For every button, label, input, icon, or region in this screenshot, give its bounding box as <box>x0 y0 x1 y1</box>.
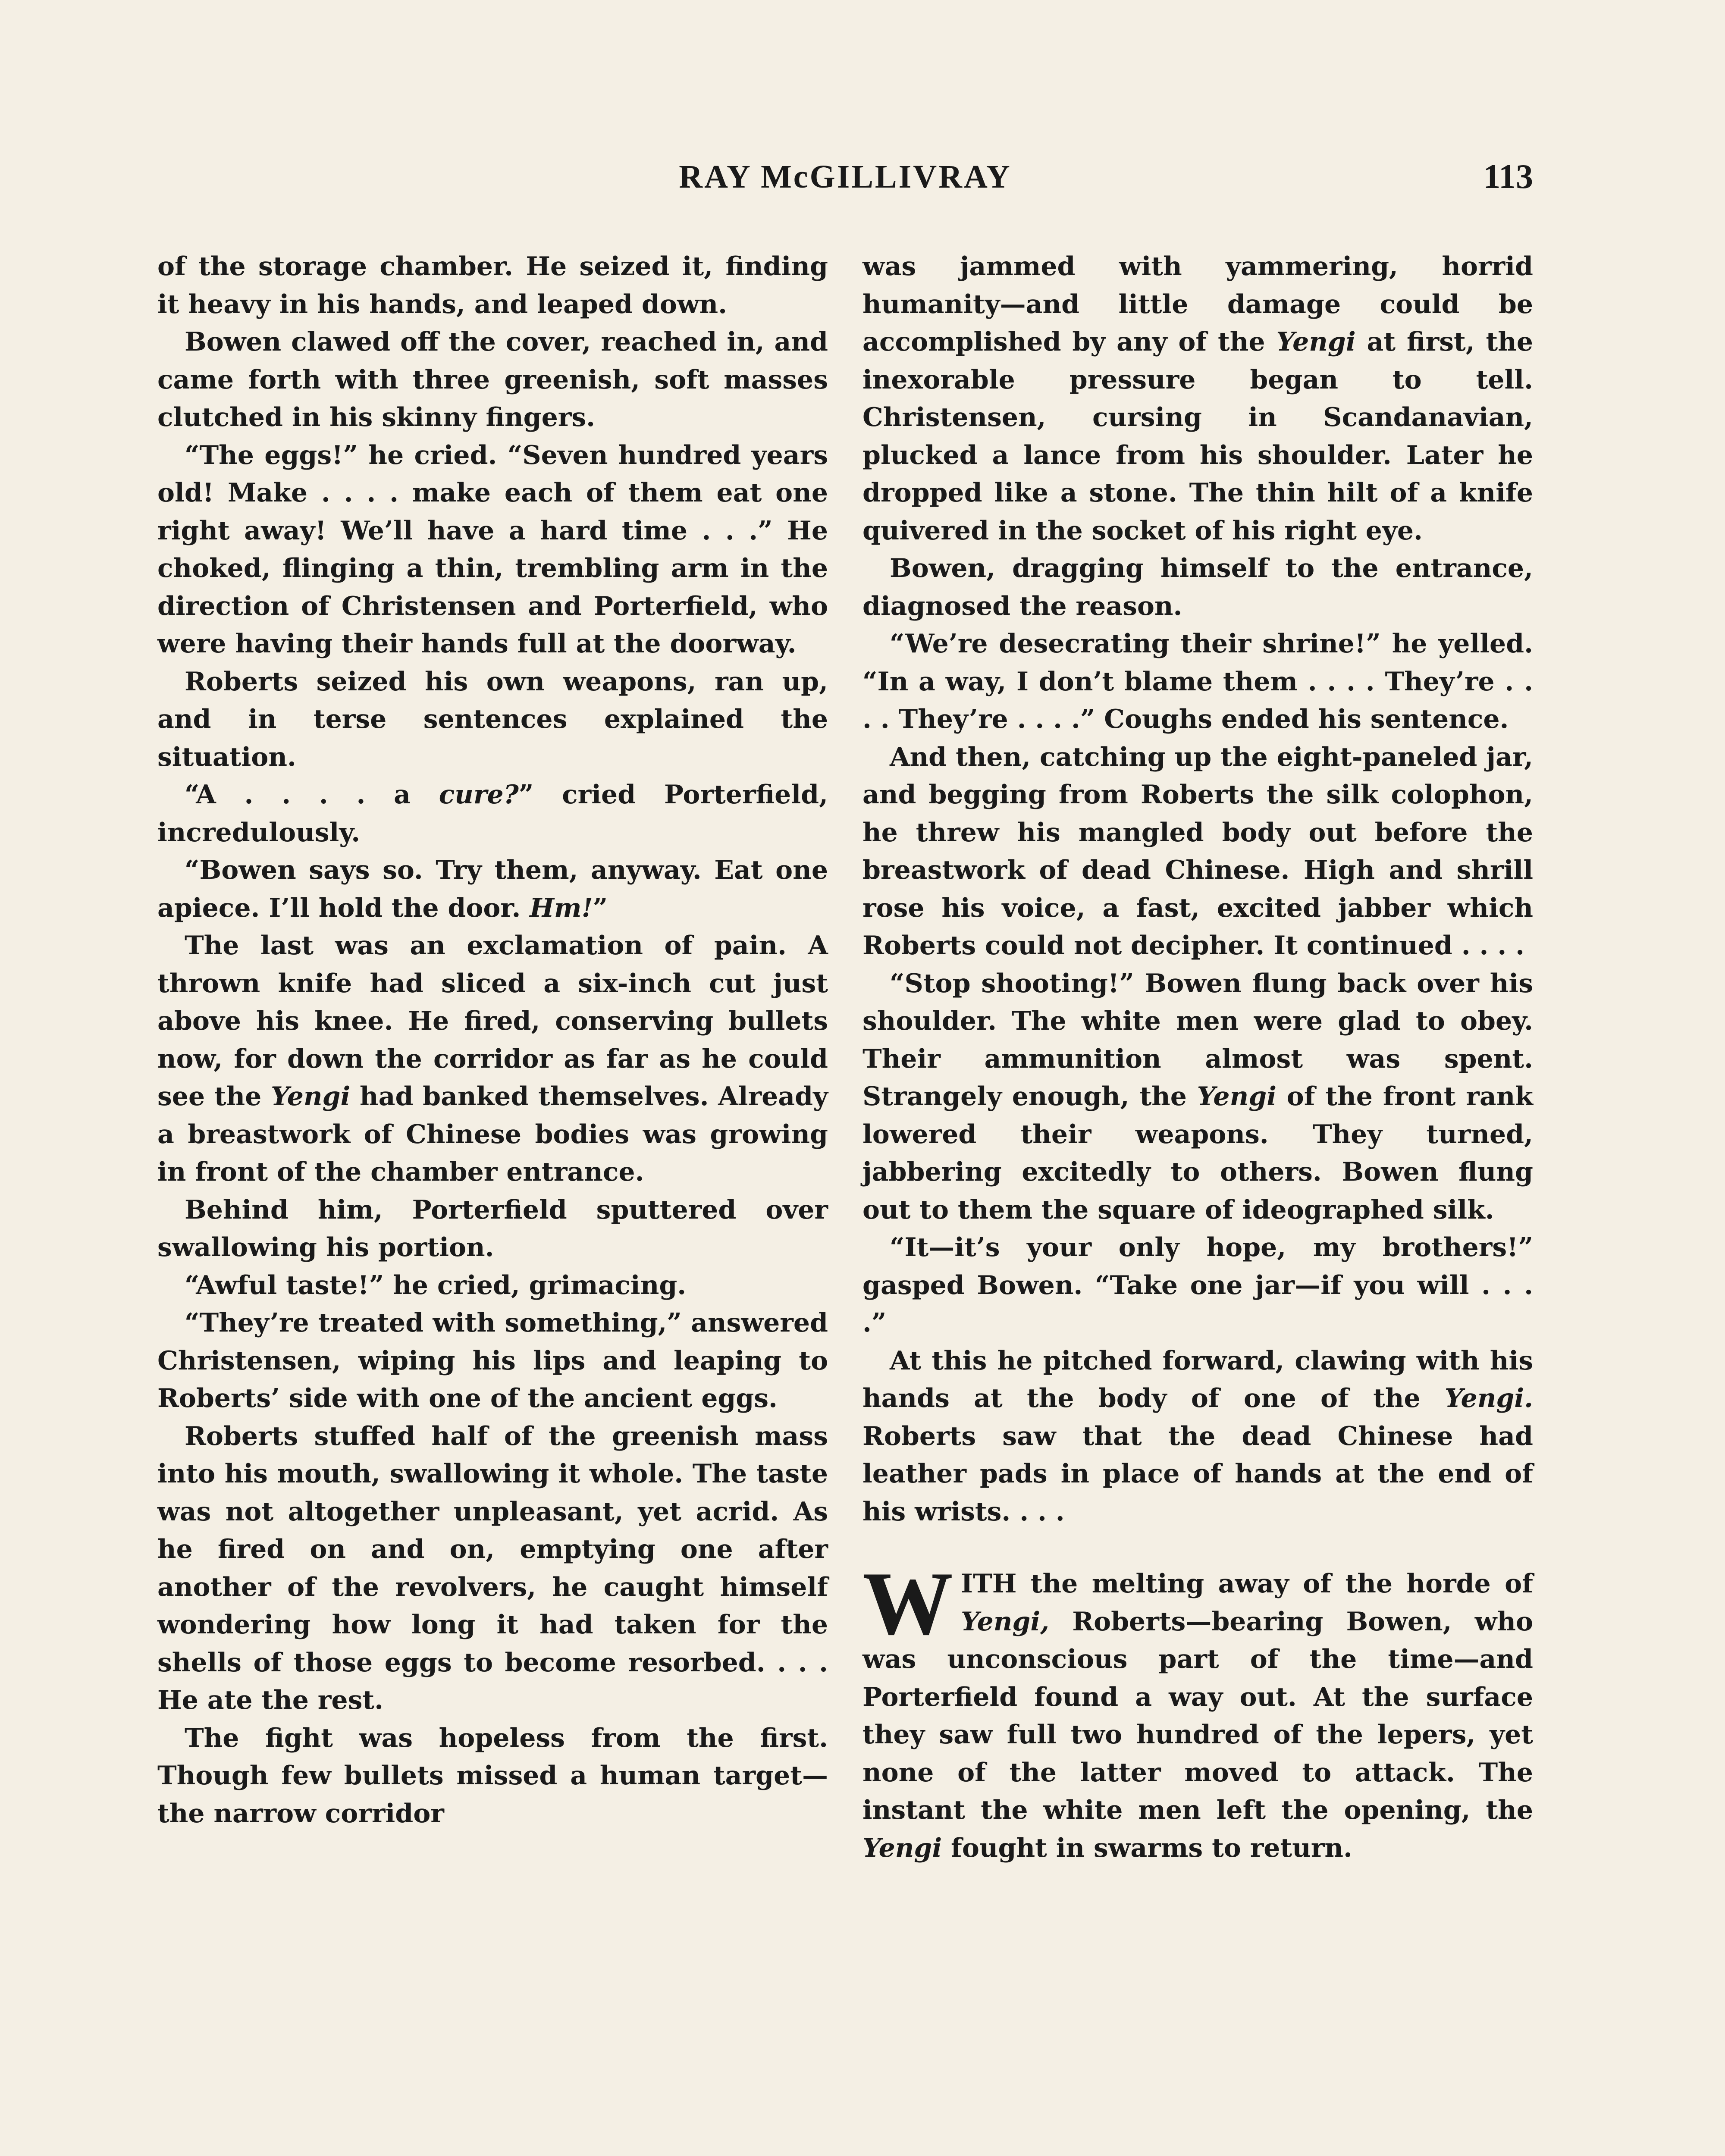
page-header <box>157 153 1533 201</box>
paragraph: At this he pitched forward, clawing with his hands at the body of one of the Yengi. Roberts saw that the dead Chinese had leather pads in place of hands at the end of his wrists. . . . <box>862 1345 1533 1527</box>
paragraph: of the storage chamber. He seized it, finding it heavy in his hands, and leaped down. <box>157 251 828 320</box>
paragraph: “The eggs!” he cried. “Seven hundred years old! Make . . . . make each of them eat one right away! We’ll have a hard time . . .” He choked, flinging a thin, trembling arm in the direction of Christensen and Porterfield, who were having their hands full at the doorway. <box>157 440 828 659</box>
section-paragraph: WITH the melting away of the horde of Yengi, Roberts—bearing Bowen, who was unconscious part of the time—and Porterfield found a way out. At the surface they saw full two hundred of the lepers, yet none of the latter moved to attack. The instant the white men left the opening, the Yengi fought in swarms to return. <box>862 1554 1533 1863</box>
drop-cap: W <box>862 1554 953 1654</box>
paragraph: “Bowen says so. Try them, anyway. Eat one apiece. I’ll hold the door. Hm!” <box>157 855 828 923</box>
paragraph: “They’re treated with something,” answered Christensen, wiping his lips and leaping to Roberts’ side with one of the ancient eggs. <box>157 1308 828 1413</box>
paragraph: Behind him, Porterfield sputtered over swallowing his portion. <box>157 1194 828 1263</box>
paragraph: “A . . . . a cure?” cried Porterfield, incredulously. <box>157 780 828 848</box>
italic-text: Yengi <box>271 1081 351 1112</box>
page-number: 113 <box>1483 158 1533 196</box>
italic-text: Yengi, <box>961 1606 1050 1637</box>
italic-text: Hm! <box>530 893 593 923</box>
italic-text: Yengi. <box>1444 1383 1533 1413</box>
paragraph: Roberts seized his own weapons, ran up, and in terse sentences explained the situation. <box>157 666 828 772</box>
italic-text: Yengi <box>1197 1081 1276 1112</box>
paragraph: Bowen, dragging himself to the entrance, diagnosed the reason. <box>862 553 1533 621</box>
paragraph: “We’re desecrating their shrine!” he yelled. “In a way, I don’t blame them . . . . They’re . . . . They’re . . . .” Coughs ended his sentence. <box>862 629 1533 734</box>
paragraph: Bowen clawed off the cover, reached in, and came forth with three greenish, soft masses clutched in his skinny fingers. <box>157 327 828 432</box>
italic-text: Yengi <box>1276 327 1356 357</box>
paragraph: And then, catching up the eight-paneled jar, and begging from Roberts the silk colophon, he threw his mangled body out before the breastwork of dead Chinese. High and shrill rose his voice, a fast, excited jabber which Roberts could not decipher. It continued . . . . <box>862 742 1533 961</box>
paragraph: The last was an exclamation of pain. A thrown knife had sliced a six-inch cut just above his knee. He fired, conserving bullets now, for down the corridor as far as he could see the Yengi had banked themselves. Already a breastwork of Chinese bodies was growing in front of the chamber entrance. <box>157 931 828 1187</box>
italic-text: Yengi <box>862 1833 942 1863</box>
paragraph: was jammed with yammering, horrid humanity—and little damage could be accomplished by any of the Yengi at first, the inexorable pressure began to tell. Christensen, cursing in Scandanavian, plucked a lance from his shoulder. Later he dropped like a stone. The thin hilt of a knife quivered in the socket of his right eye. <box>862 251 1533 546</box>
paragraph: Roberts stuffed half of the greenish mass into his mouth, swallowing it whole. The taste was not altogether unpleasant, yet acrid. As he fired on and on, emptying one after another of the revolvers, he caught himself wondering how long it had taken for the shells of those eggs to become resorbed. . . . He ate the rest. <box>157 1421 828 1715</box>
paragraph: “Awful taste!” he cried, grimacing. <box>185 1270 687 1300</box>
right-column <box>862 248 1533 1867</box>
left-column <box>157 248 828 1833</box>
paragraph: “It—it’s your only hope, my brothers!” gasped Bowen. “Take one jar—if you will . . . .” <box>862 1232 1533 1338</box>
italic-text: cure? <box>439 780 519 810</box>
paragraph: “Stop shooting!” Bowen flung back over his shoulder. The white men were glad to obey. Their ammunition almost was spent. Strangely enough, the Yengi of the front rank lowered their weapons. They turned, jabbering excitedly to others. Bowen flung out to them the square of ideographed silk. <box>862 968 1533 1225</box>
paragraph: The fight was hopeless from the first. Though few bullets missed a human target—the narrow corridor <box>157 1723 828 1829</box>
running-head: RAY McGILLIVRAY <box>679 159 1012 195</box>
